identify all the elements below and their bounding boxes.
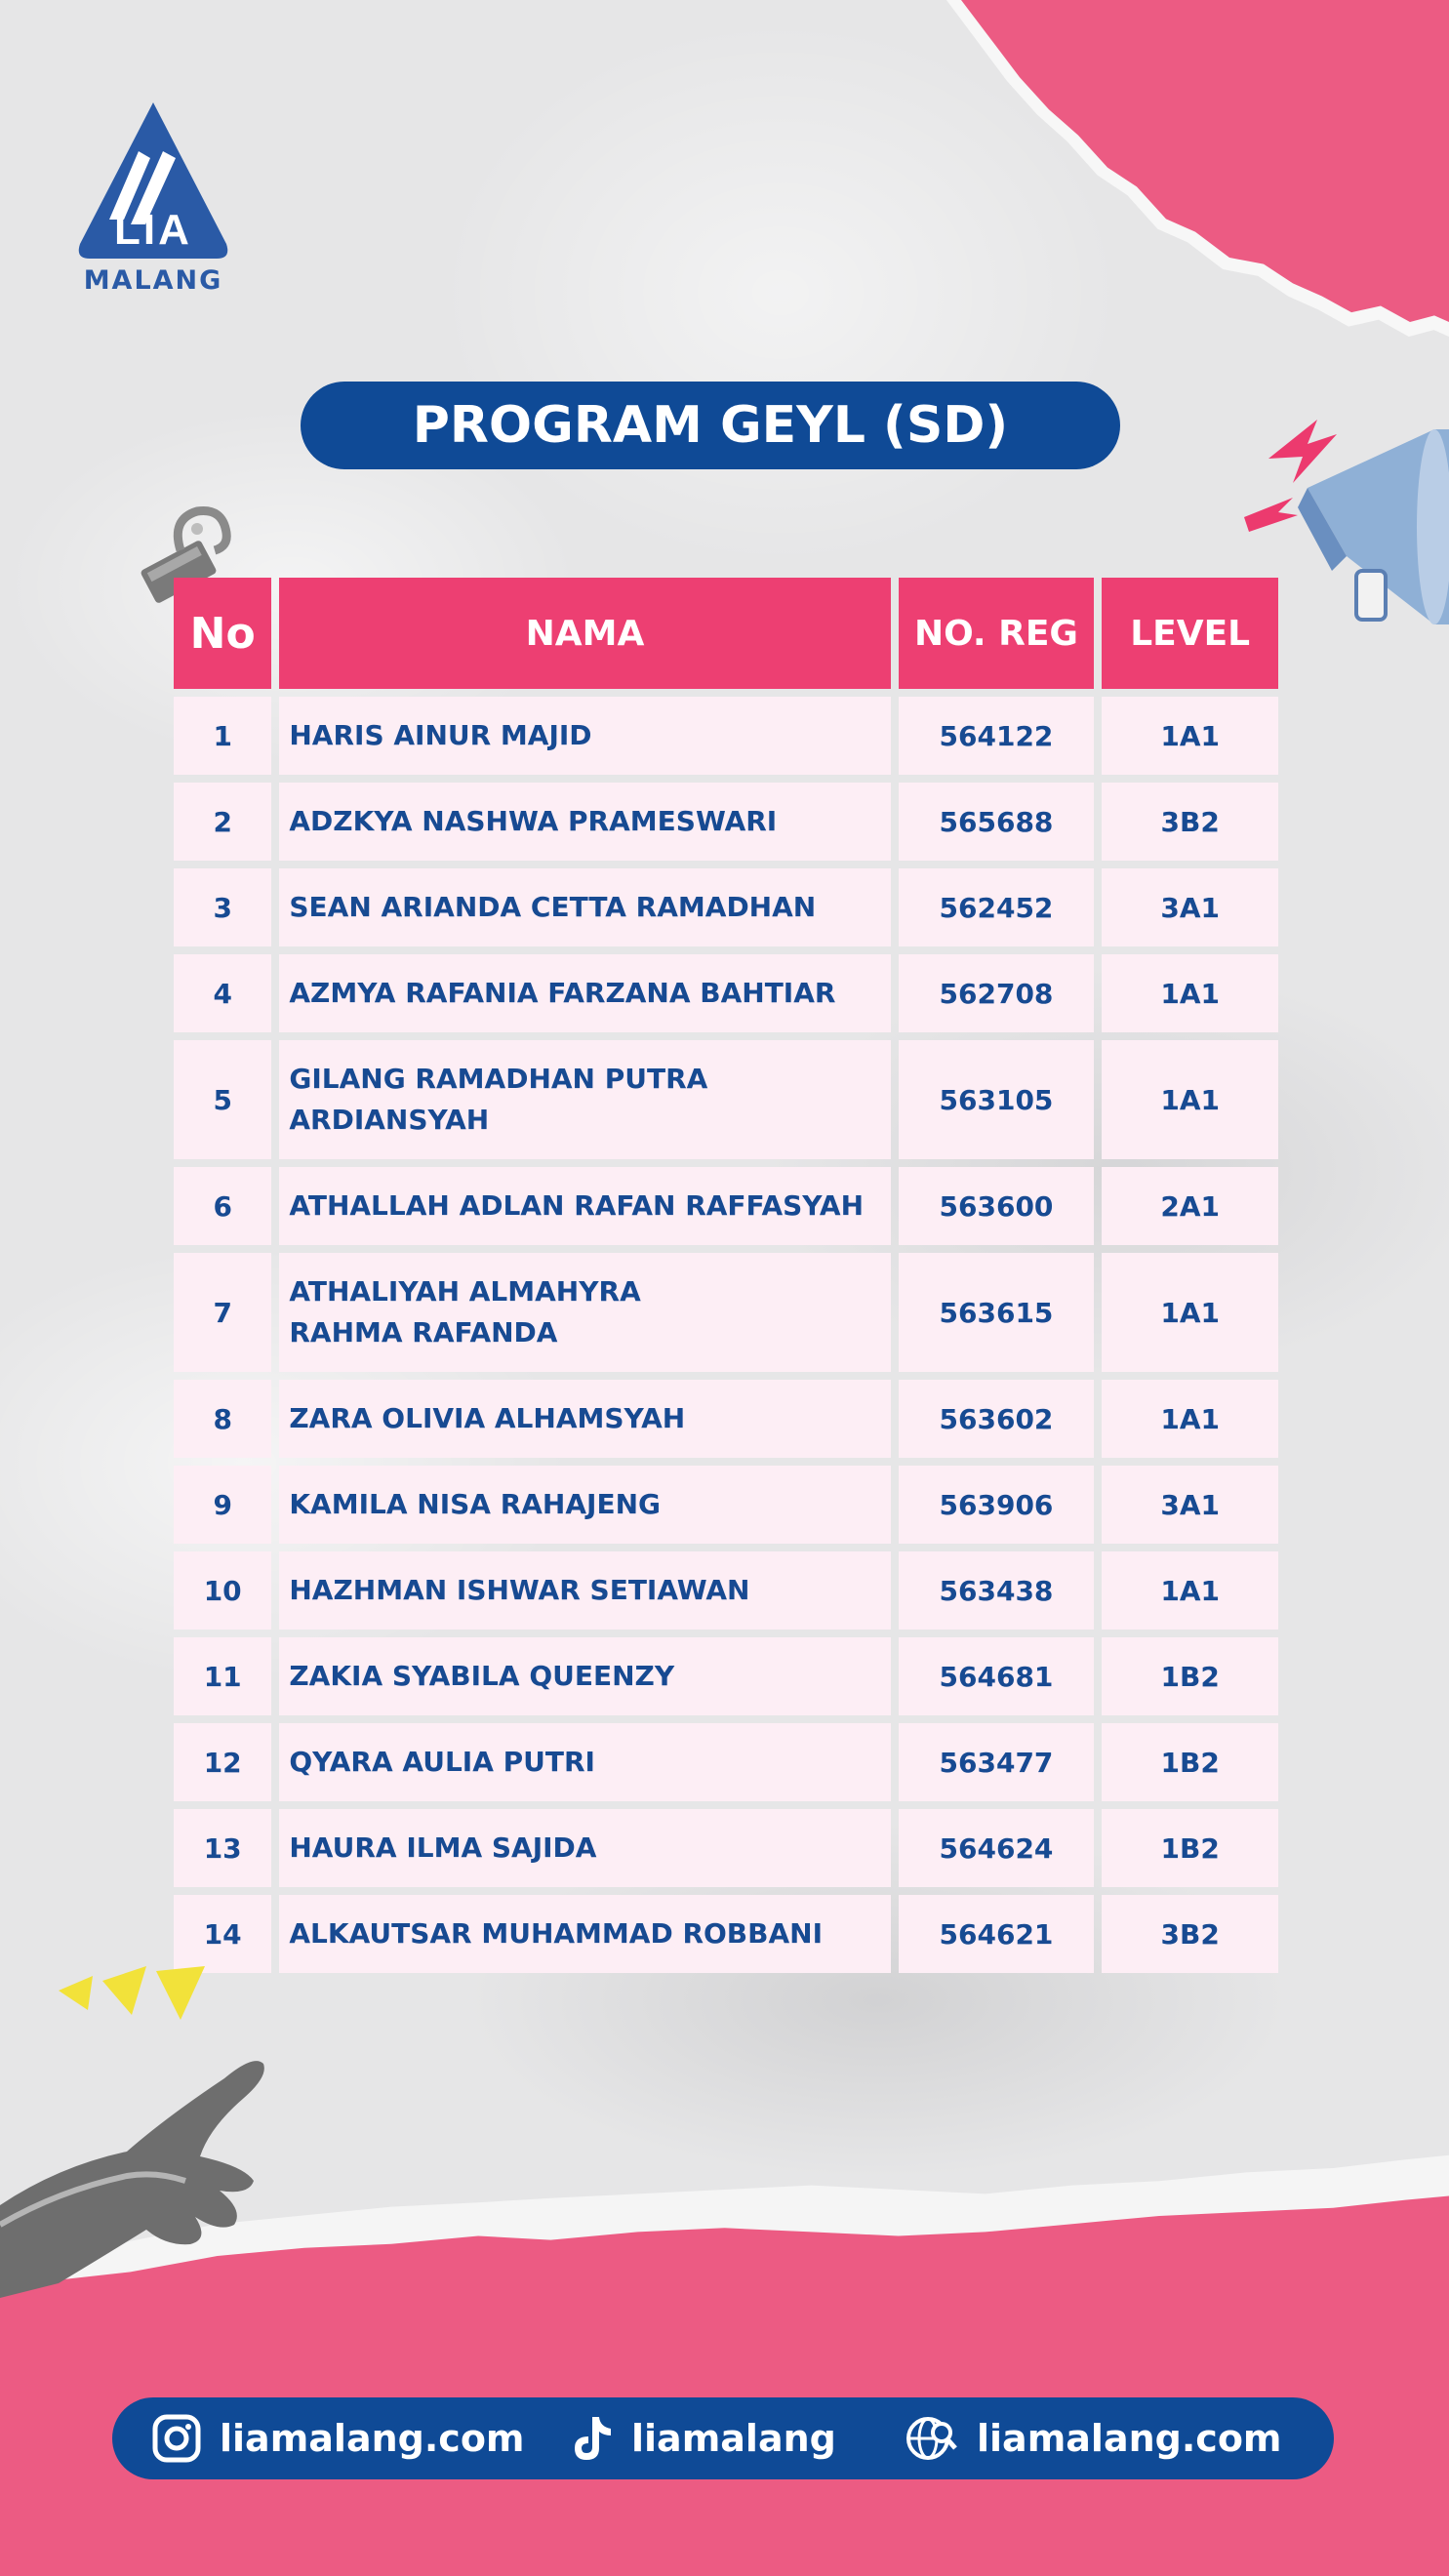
cell-no: 13 <box>174 1809 271 1887</box>
cell-no: 9 <box>174 1466 271 1544</box>
cell-noreg: 562452 <box>899 868 1095 946</box>
table-header-row <box>174 578 1278 689</box>
footer-instagram-text: liamalang.com <box>220 2417 525 2460</box>
cell-noreg: 563615 <box>899 1253 1095 1372</box>
table-row <box>174 1723 1278 1801</box>
cell-level: 1A1 <box>1102 1380 1278 1458</box>
cell-nama: ZARA OLIVIA ALHAMSYAH <box>279 1380 890 1458</box>
cell-level: 3A1 <box>1102 868 1278 946</box>
footer-tiktok-text: liamalang <box>631 2417 836 2460</box>
cell-noreg: 563602 <box>899 1380 1095 1458</box>
header-level: LEVEL <box>1102 578 1278 689</box>
table-row <box>174 1466 1278 1544</box>
table-row <box>174 1637 1278 1715</box>
cell-level: 1A1 <box>1102 1551 1278 1630</box>
table-row <box>174 868 1278 946</box>
cell-level: 1A1 <box>1102 1253 1278 1372</box>
cell-noreg: 564624 <box>899 1809 1095 1887</box>
cell-noreg: 564681 <box>899 1637 1095 1715</box>
header-no: No <box>174 578 271 689</box>
cell-level: 1B2 <box>1102 1637 1278 1715</box>
table-row <box>174 1380 1278 1458</box>
table-row <box>174 1551 1278 1630</box>
cell-no: 5 <box>174 1040 271 1159</box>
footer-website[interactable] <box>905 2413 1282 2464</box>
instagram-icon <box>151 2413 202 2464</box>
page-title: PROGRAM GEYL (SD) <box>301 382 1120 469</box>
logo-city: MALANG <box>83 265 223 296</box>
cell-nama-line: GILANG RAMADHAN PUTRA <box>289 1063 708 1095</box>
cell-no: 3 <box>174 868 271 946</box>
cell-no: 6 <box>174 1167 271 1245</box>
cell-no: 2 <box>174 783 271 861</box>
footer-bar <box>112 2397 1334 2479</box>
cell-no: 4 <box>174 954 271 1032</box>
cell-nama <box>279 1040 890 1159</box>
cell-level: 3B2 <box>1102 1895 1278 1973</box>
cell-level: 2A1 <box>1102 1167 1278 1245</box>
footer-instagram[interactable] <box>151 2413 525 2464</box>
cell-nama: ADZKYA NASHWA PRAMESWARI <box>279 783 890 861</box>
cell-nama: QYARA AULIA PUTRI <box>279 1723 890 1801</box>
cell-level: 1B2 <box>1102 1723 1278 1801</box>
cell-nama-line: RAHMA RAFANDA <box>289 1316 558 1348</box>
cell-noreg: 562708 <box>899 954 1095 1032</box>
table-row <box>174 1253 1278 1372</box>
cell-noreg: 564122 <box>899 697 1095 775</box>
logo-wordmark: LIA <box>114 206 192 254</box>
table-row <box>174 783 1278 861</box>
cell-nama: ALKAUTSAR MUHAMMAD ROBBANI <box>279 1895 890 1973</box>
cell-level: 3A1 <box>1102 1466 1278 1544</box>
table-row <box>174 1040 1278 1159</box>
cell-level: 1A1 <box>1102 697 1278 775</box>
cell-nama: HARIS AINUR MAJID <box>279 697 890 775</box>
cell-nama: SEAN ARIANDA CETTA RAMADHAN <box>279 868 890 946</box>
cell-noreg: 563600 <box>899 1167 1095 1245</box>
tiktok-icon <box>571 2413 614 2464</box>
globe-search-icon <box>905 2413 959 2464</box>
cell-noreg: 564621 <box>899 1895 1095 1973</box>
cell-noreg: 565688 <box>899 783 1095 861</box>
cell-no: 8 <box>174 1380 271 1458</box>
cell-no: 10 <box>174 1551 271 1630</box>
cell-no: 14 <box>174 1895 271 1973</box>
cell-noreg: 563105 <box>899 1040 1095 1159</box>
cell-nama: ATHALLAH ADLAN RAFAN RAFFASYAH <box>279 1167 890 1245</box>
cell-no: 1 <box>174 697 271 775</box>
cell-noreg: 563477 <box>899 1723 1095 1801</box>
cell-nama: KAMILA NISA RAHAJENG <box>279 1466 890 1544</box>
cell-noreg: 563906 <box>899 1466 1095 1544</box>
header-noreg: NO. REG <box>899 578 1095 689</box>
pointing-hand-icon <box>0 1961 361 2313</box>
table-row <box>174 954 1278 1032</box>
cell-noreg: 563438 <box>899 1551 1095 1630</box>
cell-nama: ZAKIA SYABILA QUEENZY <box>279 1637 890 1715</box>
table-row <box>174 697 1278 775</box>
cell-nama: HAURA ILMA SAJIDA <box>279 1809 890 1887</box>
student-table <box>166 570 1286 1981</box>
cell-level: 1A1 <box>1102 954 1278 1032</box>
table-row <box>174 1809 1278 1887</box>
header-nama: NAMA <box>279 578 890 689</box>
cell-level: 3B2 <box>1102 783 1278 861</box>
cell-nama: HAZHMAN ISHWAR SETIAWAN <box>279 1551 890 1630</box>
cell-no: 7 <box>174 1253 271 1372</box>
cell-nama-line: ARDIANSYAH <box>289 1104 490 1136</box>
table-row <box>174 1167 1278 1245</box>
cell-level: 1A1 <box>1102 1040 1278 1159</box>
footer-tiktok[interactable] <box>571 2413 836 2464</box>
cell-nama: AZMYA RAFANIA FARZANA BAHTIAR <box>279 954 890 1032</box>
cell-nama <box>279 1253 890 1372</box>
cell-nama-line: ATHALIYAH ALMAHYRA <box>289 1275 641 1308</box>
footer-website-text: liamalang.com <box>977 2417 1282 2460</box>
cell-level: 1B2 <box>1102 1809 1278 1887</box>
cell-no: 11 <box>174 1637 271 1715</box>
cell-no: 12 <box>174 1723 271 1801</box>
